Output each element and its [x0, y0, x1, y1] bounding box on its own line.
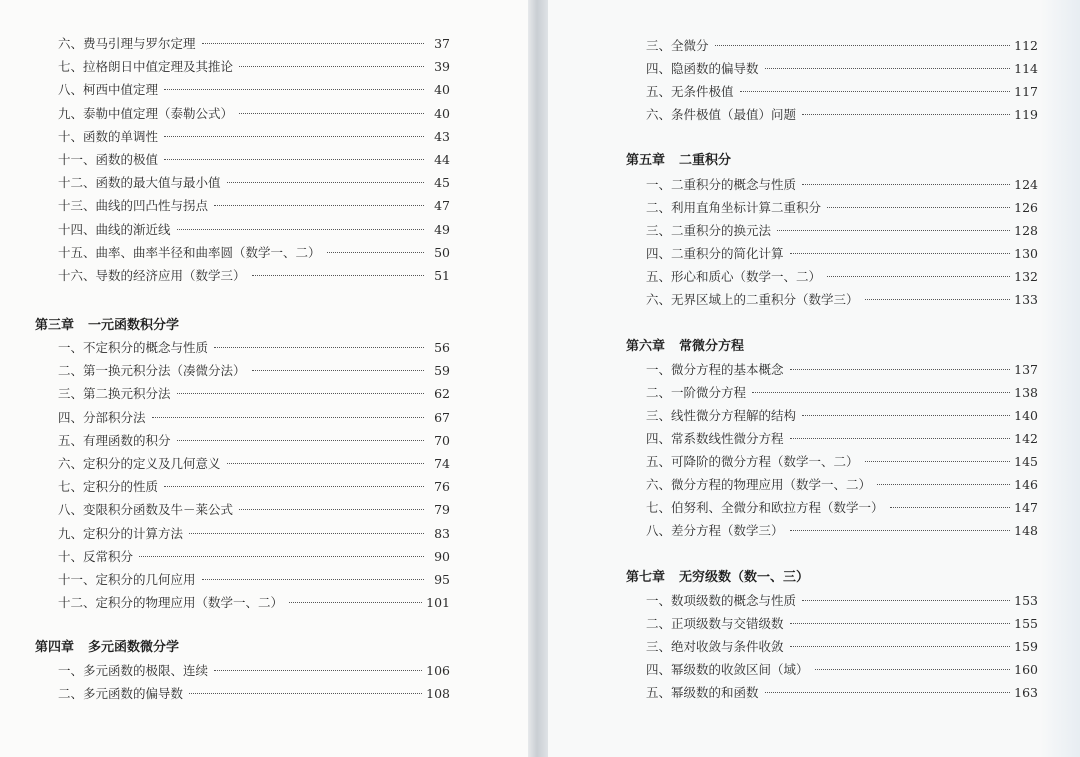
toc-page-number: 79	[434, 502, 450, 518]
toc-entry[interactable]	[58, 500, 450, 520]
toc-entry[interactable]	[646, 198, 1038, 218]
toc-entry[interactable]	[646, 660, 1038, 680]
toc-entry-title: 四、二重积分的简化计算	[646, 246, 784, 261]
toc-entry-title: 十六、导数的经济应用（数学三）	[58, 268, 246, 283]
chapter-title: 一元函数积分学	[88, 318, 180, 333]
toc-entry[interactable]	[646, 591, 1038, 611]
dot-leader	[740, 91, 1011, 92]
toc-entry-title: 一、不定积分的概念与性质	[58, 340, 209, 355]
left-page	[0, 0, 528, 757]
dot-leader	[164, 159, 424, 160]
chapter-title: 常微分方程	[679, 339, 745, 354]
toc-page-number: 59	[434, 363, 450, 379]
toc-entry[interactable]	[58, 547, 450, 567]
toc-entry-title: 二、利用直角坐标计算二重积分	[646, 200, 822, 215]
toc-page-number: 119	[1014, 107, 1038, 122]
chapter-number: 第四章	[35, 640, 75, 655]
dot-leader	[752, 392, 1010, 393]
toc-page-number: 47	[434, 198, 450, 214]
dot-leader	[139, 556, 424, 557]
toc-entry-title: 十二、定积分的物理应用（数学一、二）	[58, 595, 284, 611]
toc-entry-title: 九、泰勒中值定理（泰勒公式）	[58, 105, 234, 121]
dot-leader	[227, 182, 424, 183]
right-page	[548, 0, 1080, 757]
dot-leader	[802, 114, 1010, 115]
dot-leader	[865, 299, 1011, 300]
dot-leader	[777, 230, 1010, 231]
toc-entry[interactable]	[646, 267, 1038, 287]
toc-entry-title: 十一、函数的极值	[58, 152, 159, 167]
toc-page-number: 90	[434, 548, 450, 564]
toc-entry[interactable]	[58, 150, 450, 170]
toc-entry-title: 三、绝对收敛与条件收敛	[646, 639, 784, 654]
toc-entry-title: 九、定积分的计算方法	[58, 525, 184, 541]
toc-entry-title: 十一、定积分的几何应用	[58, 572, 196, 587]
toc-page-number: 70	[434, 432, 450, 448]
toc-entry[interactable]	[58, 361, 450, 381]
dot-leader	[214, 347, 424, 348]
toc-entry-title: 十、反常积分	[58, 548, 134, 564]
toc-entry-title: 四、隐函数的偏导数	[646, 61, 759, 76]
dot-leader	[202, 43, 424, 44]
toc-entry[interactable]	[646, 290, 1038, 310]
toc-entry[interactable]	[646, 360, 1038, 380]
book-gutter	[528, 0, 548, 757]
toc-entry-title: 七、定积分的性质	[58, 479, 159, 495]
toc-page-number: 49	[434, 221, 450, 237]
toc-entry[interactable]	[646, 175, 1038, 195]
toc-entry-title: 十、函数的单调性	[58, 128, 159, 144]
dot-leader	[164, 486, 424, 487]
toc-entry-title: 十五、曲率、曲率半径和曲率圆（数学一、二）	[58, 244, 321, 260]
toc-page-number: 44	[434, 152, 450, 167]
chapter-heading	[626, 568, 809, 588]
dot-leader	[252, 275, 424, 276]
chapter-heading	[626, 337, 744, 357]
dot-leader	[239, 66, 424, 67]
dot-leader	[827, 276, 1010, 277]
dot-leader	[164, 136, 424, 137]
toc-entry[interactable]	[58, 524, 450, 544]
toc-entry[interactable]	[58, 593, 450, 613]
dot-leader	[214, 205, 424, 206]
chapter-heading	[35, 638, 179, 658]
toc-entry-title: 三、第二换元积分法	[58, 386, 171, 402]
dot-leader	[790, 253, 1011, 254]
toc-entry[interactable]	[58, 266, 450, 286]
toc-entry-title: 七、拉格朗日中值定理及其推论	[58, 59, 234, 75]
toc-entry-title: 五、可降阶的微分方程（数学一、二）	[646, 454, 859, 469]
toc-entry-title: 七、伯努利、全微分和欧拉方程（数学一）	[646, 500, 884, 515]
toc-entry[interactable]	[646, 452, 1038, 472]
dot-leader	[815, 669, 1011, 670]
chapter-title: 无穷级数（数一、三）	[679, 570, 810, 585]
toc-entry-title: 四、幂级数的收敛区间（域）	[646, 662, 809, 677]
toc-entry-title: 六、微分方程的物理应用（数学一、二）	[646, 477, 872, 492]
chapter-number: 第五章	[626, 153, 666, 168]
toc-page-number: 138	[1014, 385, 1038, 400]
toc-page-number: 76	[434, 479, 450, 495]
toc-page-number: 95	[434, 572, 450, 587]
toc-page-number: 40	[434, 82, 450, 98]
toc-page-number: 155	[1014, 616, 1038, 631]
toc-entry[interactable]	[58, 431, 450, 451]
chapter-title: 二重积分	[679, 153, 732, 168]
toc-page-number: 51	[434, 268, 450, 283]
toc-entry[interactable]	[646, 683, 1038, 703]
dot-leader	[177, 393, 424, 394]
dot-leader	[227, 463, 424, 464]
toc-page-number: 114	[1014, 61, 1038, 76]
toc-page-number: 67	[434, 409, 450, 425]
toc-entry-title: 五、有理函数的积分	[58, 432, 171, 448]
toc-page-number: 140	[1014, 408, 1038, 423]
toc-entry-title: 二、多元函数的偏导数	[58, 686, 184, 702]
toc-page-number: 43	[434, 128, 450, 144]
toc-entry[interactable]	[58, 196, 450, 216]
toc-entry[interactable]	[646, 498, 1038, 518]
toc-entry[interactable]	[58, 104, 450, 124]
toc-entry-title: 二、一阶微分方程	[646, 385, 747, 400]
toc-entry-title: 一、二重积分的概念与性质	[646, 177, 797, 192]
toc-entry-title: 六、无界区域上的二重积分（数学三）	[646, 292, 859, 307]
toc-page-number: 163	[1014, 685, 1038, 700]
toc-entry-title: 六、条件极值（最值）问题	[646, 107, 797, 122]
toc-page-number: 124	[1014, 177, 1038, 192]
toc-entry[interactable]	[58, 384, 450, 404]
dot-leader	[177, 229, 424, 230]
dot-leader	[890, 507, 1011, 508]
toc-page-number: 153	[1014, 593, 1038, 608]
toc-entry-title: 一、数项级数的概念与性质	[646, 593, 797, 608]
dot-leader	[327, 252, 424, 253]
toc-entry[interactable]	[646, 36, 1038, 56]
toc-page-number: 132	[1014, 269, 1038, 284]
toc-entry-title: 六、定积分的定义及几何意义	[58, 456, 221, 471]
toc-entry[interactable]	[646, 521, 1038, 541]
dot-leader	[790, 623, 1011, 624]
toc-entry[interactable]	[58, 243, 450, 263]
toc-page-number: 45	[434, 175, 450, 191]
toc-page-number: 146	[1014, 477, 1038, 492]
chapter-title: 多元函数微分学	[88, 640, 180, 655]
toc-page-number: 128	[1014, 223, 1038, 238]
toc-entry[interactable]	[58, 338, 450, 358]
dot-leader	[802, 600, 1010, 601]
dot-leader	[152, 417, 424, 418]
toc-entry[interactable]	[646, 59, 1038, 79]
dot-leader	[189, 693, 422, 694]
toc-entry-title: 一、多元函数的极限、连续	[58, 663, 209, 678]
toc-entry[interactable]	[58, 220, 450, 240]
toc-entry-title: 五、无条件极值	[646, 84, 734, 99]
toc-entry-title: 二、正项级数与交错级数	[646, 616, 784, 631]
toc-page-number: 112	[1014, 38, 1038, 53]
dot-leader	[790, 438, 1011, 439]
toc-entry[interactable]	[646, 383, 1038, 403]
toc-page-number: 130	[1014, 246, 1038, 261]
toc-page-number: 62	[434, 386, 450, 402]
toc-entry-title: 八、差分方程（数学三）	[646, 523, 784, 538]
toc-page-number: 56	[434, 340, 450, 355]
chapter-number: 第七章	[626, 570, 666, 585]
dot-leader	[715, 45, 1011, 46]
toc-entry[interactable]	[58, 408, 450, 428]
dot-leader	[214, 670, 422, 671]
toc-page-number: 148	[1014, 523, 1038, 538]
toc-entry[interactable]	[58, 34, 450, 54]
toc-entry-title: 四、常系数线性微分方程	[646, 431, 784, 446]
toc-entry[interactable]	[58, 570, 450, 590]
toc-page-number: 142	[1014, 431, 1038, 446]
toc-entry[interactable]	[58, 80, 450, 100]
chapter-heading	[626, 151, 731, 171]
toc-page-number: 108	[426, 686, 450, 702]
toc-entry-title: 三、线性微分方程解的结构	[646, 408, 797, 423]
dot-leader	[765, 692, 1011, 693]
toc-page-number: 37	[434, 36, 450, 51]
toc-entry-title: 五、幂级数的和函数	[646, 685, 759, 700]
toc-entry-title: 六、费马引理与罗尔定理	[58, 36, 196, 51]
toc-entry-title: 十二、函数的最大值与最小值	[58, 175, 221, 191]
dot-leader	[164, 89, 424, 90]
toc-entry[interactable]	[646, 244, 1038, 264]
toc-entry[interactable]	[646, 637, 1038, 657]
toc-entry[interactable]	[646, 475, 1038, 495]
chapter-number: 第六章	[626, 339, 666, 354]
toc-entry[interactable]	[646, 429, 1038, 449]
toc-entry-title: 四、分部积分法	[58, 409, 146, 425]
dot-leader	[765, 68, 1011, 69]
toc-page-number: 83	[434, 525, 450, 541]
dot-leader	[252, 370, 424, 371]
toc-entry[interactable]	[58, 684, 450, 704]
toc-entry-title: 十四、曲线的渐近线	[58, 221, 171, 237]
toc-entry[interactable]	[58, 173, 450, 193]
dot-leader	[239, 113, 424, 114]
toc-entry[interactable]	[58, 57, 450, 77]
toc-entry-title: 八、变限积分函数及牛－莱公式	[58, 502, 234, 518]
toc-page-number: 145	[1014, 454, 1038, 469]
toc-entry-title: 五、形心和质心（数学一、二）	[646, 269, 822, 284]
toc-entry-title: 十三、曲线的凹凸性与拐点	[58, 198, 209, 214]
toc-entry[interactable]	[646, 221, 1038, 241]
dot-leader	[790, 369, 1011, 370]
toc-entry-title: 一、微分方程的基本概念	[646, 362, 784, 377]
dot-leader	[189, 533, 424, 534]
toc-entry[interactable]	[646, 82, 1038, 102]
toc-entry[interactable]	[58, 661, 450, 681]
dot-leader	[202, 579, 424, 580]
toc-entry[interactable]	[58, 127, 450, 147]
dot-leader	[802, 415, 1010, 416]
toc-page-number: 101	[426, 595, 450, 611]
toc-page-number: 39	[434, 59, 450, 75]
toc-page-number: 126	[1014, 200, 1038, 215]
toc-entry[interactable]	[646, 105, 1038, 125]
dot-leader	[802, 184, 1010, 185]
toc-page-number: 50	[434, 244, 450, 260]
dot-leader	[827, 207, 1010, 208]
toc-page-number: 106	[426, 663, 450, 678]
toc-page-number: 133	[1014, 292, 1038, 307]
toc-page-number: 147	[1014, 500, 1038, 515]
toc-entry[interactable]	[58, 454, 450, 474]
toc-entry[interactable]	[646, 406, 1038, 426]
toc-page-number: 40	[434, 105, 450, 121]
toc-entry[interactable]	[646, 614, 1038, 634]
dot-leader	[289, 602, 422, 603]
dot-leader	[239, 509, 424, 510]
dot-leader	[865, 461, 1011, 462]
chapter-number: 第三章	[35, 318, 75, 333]
toc-page-number: 137	[1014, 362, 1038, 377]
toc-entry-title: 三、二重积分的换元法	[646, 223, 772, 238]
chapter-heading	[35, 316, 179, 336]
dot-leader	[177, 440, 424, 441]
dot-leader	[790, 646, 1011, 647]
toc-entry[interactable]	[58, 477, 450, 497]
toc-page-number: 160	[1014, 662, 1038, 677]
toc-entry-title: 八、柯西中值定理	[58, 82, 159, 98]
toc-entry-title: 三、全微分	[646, 38, 709, 53]
toc-entry-title: 二、第一换元积分法（凑微分法）	[58, 363, 246, 379]
page-edge-shadow	[1040, 0, 1080, 757]
toc-page-number: 117	[1014, 84, 1038, 99]
dot-leader	[877, 484, 1010, 485]
toc-page-number: 74	[434, 456, 450, 471]
dot-leader	[790, 530, 1011, 531]
toc-page-number: 159	[1014, 639, 1038, 654]
